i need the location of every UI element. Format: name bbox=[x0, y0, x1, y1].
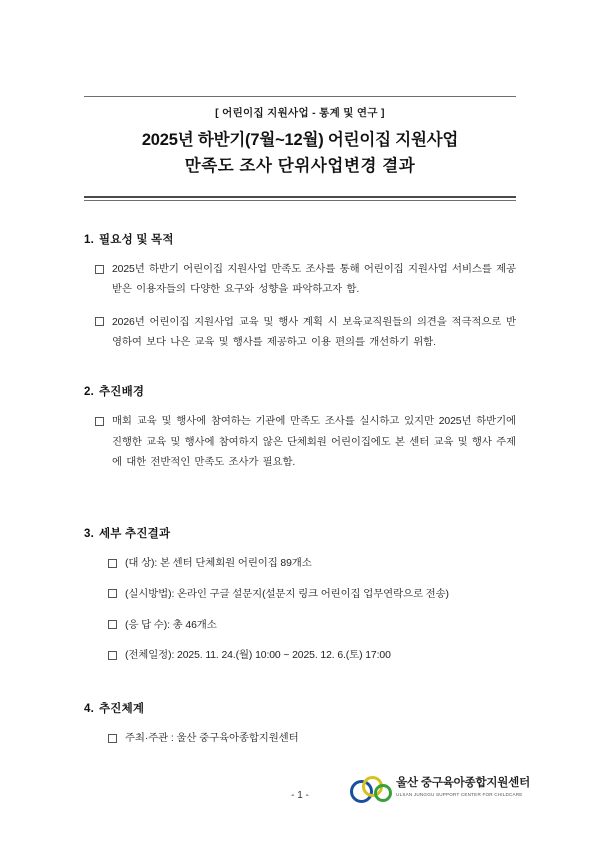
section-number: 4. bbox=[84, 703, 94, 716]
checkbox-icon bbox=[108, 589, 117, 598]
list-item bbox=[84, 554, 516, 574]
list-item-text: (실시방법): 온라인 구글 설문지(설문지 링크 어린이집 업무연락으로 전송) bbox=[125, 588, 449, 600]
section-heading bbox=[84, 525, 516, 541]
header-rule-bottom bbox=[84, 196, 516, 198]
section-heading bbox=[84, 383, 516, 399]
checkbox-icon bbox=[95, 417, 104, 426]
checkbox-icon bbox=[95, 265, 104, 274]
section-heading bbox=[84, 700, 516, 716]
logo-title: 울산 중구육아종합지원센터 bbox=[396, 777, 530, 790]
logo-circles-icon bbox=[350, 773, 390, 801]
checkbox-icon bbox=[95, 317, 104, 326]
checkbox-icon bbox=[108, 734, 117, 743]
results-list bbox=[84, 554, 516, 666]
section-organization bbox=[84, 700, 516, 749]
document-body bbox=[84, 0, 516, 761]
page-title-line2: 만족도 조사 단위사업변경 결과 bbox=[184, 156, 416, 175]
list-item bbox=[84, 313, 516, 354]
page-number: - 1 - bbox=[291, 790, 309, 801]
logo-circle-green-icon bbox=[374, 784, 392, 802]
section-number: 1. bbox=[84, 234, 94, 247]
list-item bbox=[84, 729, 516, 749]
section-number: 2. bbox=[84, 386, 94, 399]
section-number: 3. bbox=[84, 528, 94, 541]
document-header bbox=[84, 96, 516, 201]
list-item bbox=[84, 616, 516, 636]
section-detailed-results bbox=[84, 525, 516, 666]
logo-text bbox=[396, 777, 530, 797]
list-item-text: 2026년 어린이집 지원사업 교육 및 행사 계획 시 보육교직원들의 의견을 적극적으로 반영하여 보다 나은 교육 및 행사를 제공하고 이용 편의를 개선하기 위함. bbox=[112, 316, 516, 348]
list-item-text: 2025년 하반기 어린이집 지원사업 만족도 조사를 통해 어린이집 지원사업 서비스를 제공받은 이용자들의 다양한 요구와 성향을 파악하고자 함. bbox=[112, 264, 516, 296]
list-item bbox=[84, 646, 516, 666]
list-item-text: 매회 교육 및 행사에 참여하는 기관에 만족도 조사를 실시하고 있지만 2025년 하반기에 진행한 교육 및 행사에 참여하지 않은 단체회원 어린이집에도 본 센터 교육 및 행사 주제에 대한 전반적인 만족도 조사가 필요함. bbox=[112, 416, 516, 468]
section-heading bbox=[84, 231, 516, 247]
organization-logo bbox=[350, 773, 530, 801]
section-title: 추진배경 bbox=[99, 386, 145, 399]
section-title: 필요성 및 목적 bbox=[99, 234, 174, 247]
section-title: 추진체계 bbox=[99, 703, 145, 716]
section-necessity-and-purpose bbox=[84, 231, 516, 353]
header-rule-bottom-thin bbox=[84, 200, 516, 201]
checkbox-icon bbox=[108, 651, 117, 660]
list-item bbox=[84, 585, 516, 605]
document-kicker: [ 어린이집 지원사업 - 통계 및 연구 ] bbox=[215, 107, 385, 119]
list-item-text: (응 답 수): 총 46개소 bbox=[125, 619, 217, 631]
page-title bbox=[84, 124, 516, 189]
list-item bbox=[84, 412, 516, 473]
section-title: 세부 추진결과 bbox=[99, 528, 171, 541]
list-item-text: 주최·주관 : 울산 중구육아종합지원센터 bbox=[125, 733, 299, 745]
section-background bbox=[84, 383, 516, 473]
page-footer bbox=[0, 768, 600, 828]
checkbox-icon bbox=[108, 620, 117, 629]
list-item bbox=[84, 260, 516, 301]
list-item-text: (대 상): 본 센터 단체회원 어린이집 89개소 bbox=[125, 558, 312, 570]
page-title-line1: 2025년 하반기(7월~12월) 어린이집 지원사업 bbox=[141, 131, 459, 149]
logo-subtitle: ULSAN JUNGGU SUPPORT CENTER FOR CHILDCARE bbox=[396, 791, 523, 797]
list-item-text: (전체일정): 2025. 11. 24.(월) 10:00 ~ 2025. 12. 6.(토) 17:00 bbox=[125, 650, 391, 662]
checkbox-icon bbox=[108, 559, 117, 568]
